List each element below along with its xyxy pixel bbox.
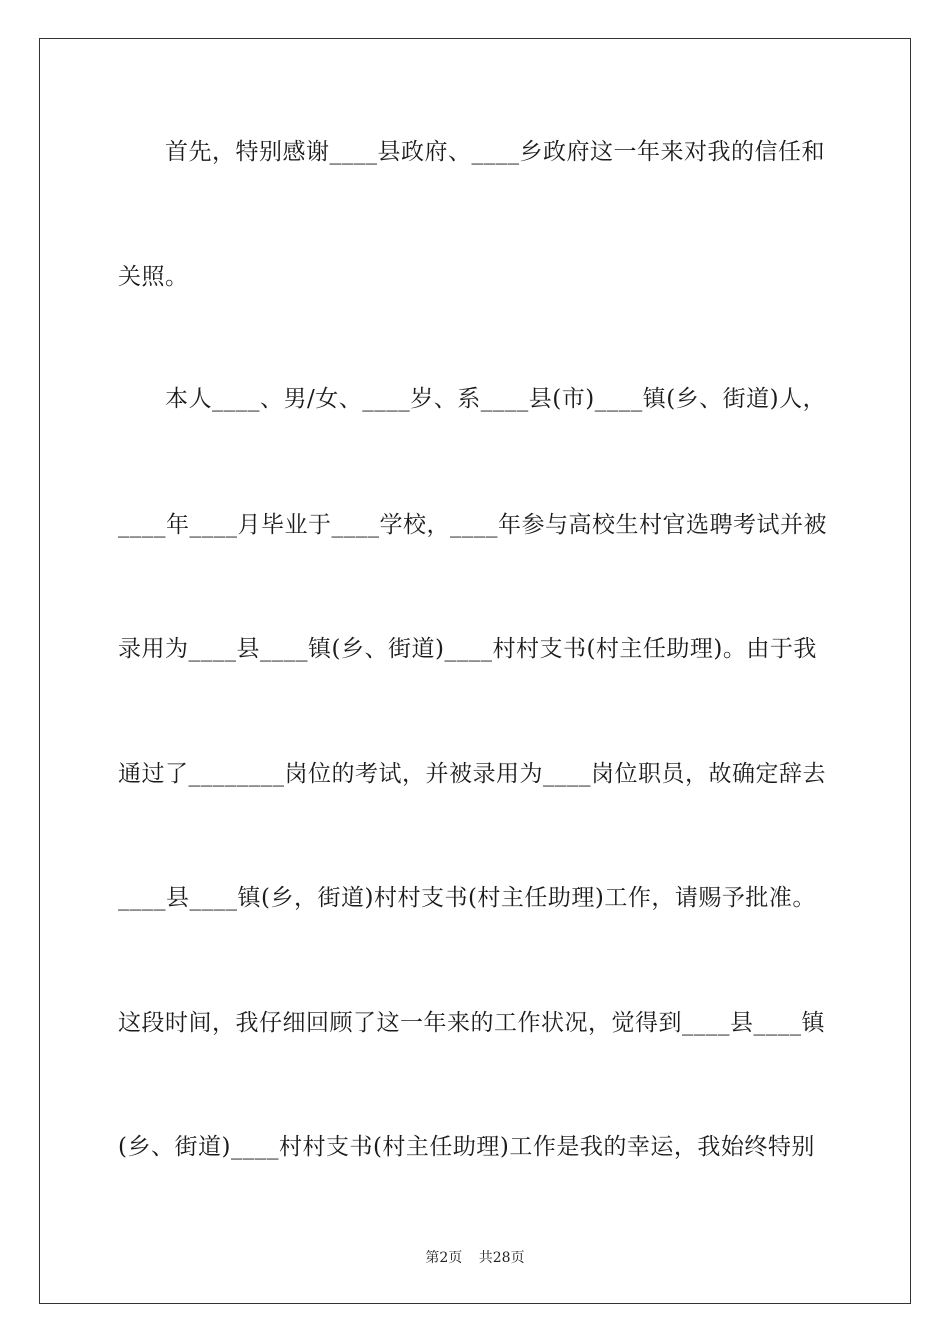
paragraph-line: ____县____镇(乡，街道)村村支书(村主任助理)工作，请赐予批准。 (118, 885, 816, 911)
page-footer (0, 1247, 950, 1267)
paragraph-line: 本人____、男/女、____岁、系____县(市)____镇(乡、街道)人， (165, 386, 827, 412)
paragraph-line: 关照。 (118, 264, 189, 290)
page-number: 第2页 (425, 1250, 463, 1266)
paragraph-line: (乡、街道)____村村支书(村主任助理)工作是我的幸运，我始终特别 (118, 1134, 815, 1160)
page-border (39, 38, 911, 1304)
paragraph-line: 录用为____县____镇(乡、街道)____村村支书(村主任助理)。由于我 (118, 636, 817, 662)
paragraph-line: 首先，特别感谢____县政府、____乡政府这一年来对我的信任和 (165, 139, 825, 165)
paragraph-line: 通过了________岗位的考试，并被录用为____岗位职员，故确定辞去 (118, 761, 826, 787)
page-total: 共28页 (478, 1250, 525, 1266)
paragraph-line: 这段时间，我仔细回顾了这一年来的工作状况，觉得到____县____镇 (118, 1010, 825, 1036)
paragraph-line: ____年____月毕业于____学校，____年参与高校生村官选聘考试并被 (118, 512, 827, 538)
